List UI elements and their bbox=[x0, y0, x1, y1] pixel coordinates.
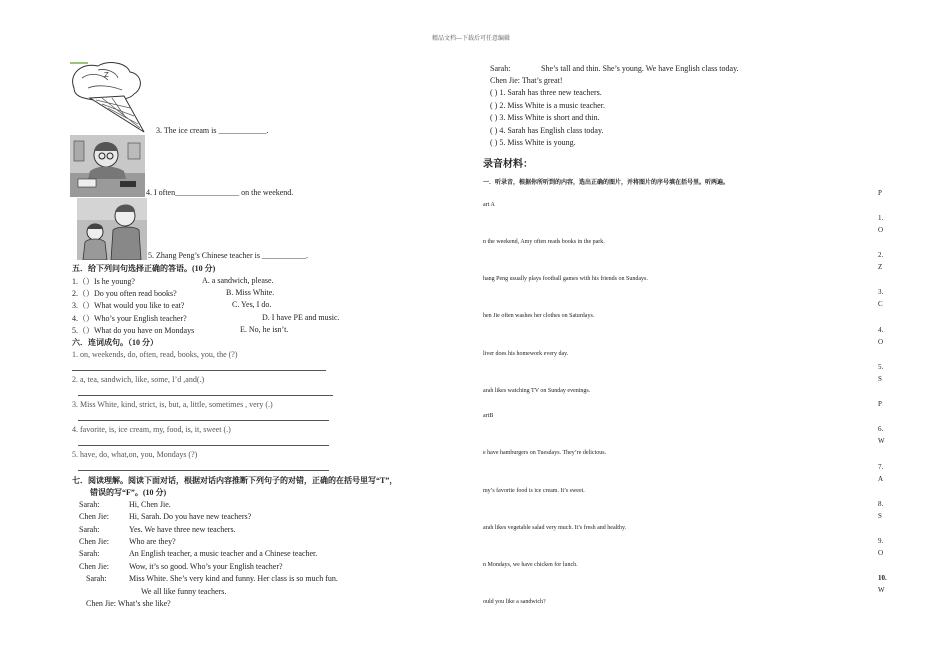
margin-letter: S bbox=[878, 512, 882, 520]
recording-line: n the weekend, Amy often reads books in the park. bbox=[483, 239, 605, 245]
dialogue-line: She’s tall and thin. She’s young. We have English class today. bbox=[541, 64, 739, 73]
margin-letter: P bbox=[878, 189, 882, 197]
word-order-item: 4. favorite, is, ice cream, my, food, is, it, sweet (.) bbox=[72, 425, 231, 434]
margin-number: 6. bbox=[878, 425, 884, 433]
margin-number: 7. bbox=[878, 463, 884, 471]
recording-line: arah likes watching TV on Sunday evenings. bbox=[483, 388, 591, 394]
recording-line: hen Jie often washes her clothes on Saturdays. bbox=[483, 313, 595, 319]
svg-text:Z: Z bbox=[104, 71, 109, 79]
dialogue-line: Who are they? bbox=[129, 537, 176, 546]
question-text: 5.（）What do you have on Mondays bbox=[72, 326, 195, 335]
question-text: 1.（）Is he young? bbox=[72, 277, 135, 286]
speaker: Sarah: bbox=[79, 549, 100, 558]
margin-number: 1. bbox=[878, 214, 884, 222]
margin-letter: Z bbox=[878, 263, 883, 271]
speaker: Chen Jie: bbox=[79, 562, 109, 571]
margin-letter: W bbox=[878, 586, 885, 594]
section-7-title: 七．阅读理解。阅读下面对话，根据对话内容推断下列句子的对错，正确的在括号里写“T”， bbox=[72, 476, 398, 485]
margin-letter: S bbox=[878, 375, 882, 383]
speaker: Chen Jie: bbox=[79, 537, 109, 546]
dialogue-line: Chen Jie: What’s she like? bbox=[86, 599, 171, 608]
recording-line: hang Peng usually plays football games with his friends on Sundays. bbox=[483, 276, 648, 282]
margin-number: 9. bbox=[878, 537, 884, 545]
speaker: Chen Jie: bbox=[79, 512, 109, 521]
answer-line bbox=[78, 470, 329, 471]
answer-line bbox=[78, 445, 329, 446]
margin-letter: O bbox=[878, 549, 884, 557]
dialogue-line: Wow, it’s so good. Who’s your English teacher? bbox=[129, 562, 283, 571]
true-false-item: ( ) 5. Miss White is young. bbox=[490, 138, 576, 147]
question-5: 5. Zhang Peng’s Chinese teacher is ___________. bbox=[148, 251, 308, 260]
section-6-title: 六．连词成句。（10 分） bbox=[72, 338, 158, 347]
dialogue-line: We all like funny teachers. bbox=[141, 587, 227, 596]
margin-number: 8. bbox=[878, 500, 884, 508]
speaker: Sarah: bbox=[79, 500, 100, 509]
margin-letter: C bbox=[878, 300, 883, 308]
speaker: Sarah: bbox=[79, 525, 100, 534]
recording-line: ould you like a sandwich? bbox=[483, 599, 546, 605]
recording-title: 录音材料： bbox=[483, 159, 533, 170]
answer-line bbox=[78, 420, 329, 421]
recording-line: my’s favorite food is ice cream. It’s sweet. bbox=[483, 488, 585, 494]
dialogue-line: Chen Jie: That’s great! bbox=[490, 76, 563, 85]
margin-number: 3. bbox=[878, 288, 884, 296]
margin-number: 10. bbox=[878, 574, 887, 582]
true-false-item: ( ) 3. Miss White is short and thin. bbox=[490, 113, 600, 122]
page-header: 精品文档---下载后可任意编辑 bbox=[432, 36, 510, 42]
speaker: Sarah: bbox=[86, 574, 107, 583]
word-order-item: 1. on, weekends, do, often, read, books, you, the (?) bbox=[72, 350, 238, 359]
answer-option: D. I have PE and music. bbox=[262, 313, 340, 322]
dialogue-line: An English teacher, a music teacher and a Chinese teacher. bbox=[129, 549, 318, 558]
recording-instructions: 一．听录音，根据你所听到的内容，选出正确的图片，并将图片的序号填在括号里。听两遍。 bbox=[483, 180, 730, 186]
answer-option: E. No, he isn’t. bbox=[240, 325, 289, 334]
homework-picture bbox=[70, 135, 145, 197]
recording-line: e have hamburgers on Tuesdays. They’re delicious. bbox=[483, 450, 607, 456]
recording-line: art A bbox=[483, 202, 495, 208]
margin-letter: O bbox=[878, 338, 884, 346]
teacher-picture bbox=[77, 198, 147, 260]
margin-letter: A bbox=[878, 475, 884, 483]
dialogue-line: Yes. We have three new teachers. bbox=[129, 525, 236, 534]
word-order-item: 5. have, do, what,on, you, Mondays (?) bbox=[72, 450, 198, 459]
question-text: 3.（）What would you like to eat? bbox=[72, 301, 185, 310]
speaker: Sarah: bbox=[490, 64, 511, 73]
margin-letter: W bbox=[878, 437, 885, 445]
true-false-item: ( ) 4. Sarah has English class today. bbox=[490, 126, 604, 135]
word-order-item: 3. Miss White, kind, strict, is, but, a, little, sometimes , very (.) bbox=[72, 400, 273, 409]
question-text: 2.（）Do you often read books? bbox=[72, 289, 177, 298]
dialogue-line: Hi, Chen Jie. bbox=[129, 500, 171, 509]
true-false-item: ( ) 2. Miss White is a music teacher. bbox=[490, 101, 605, 110]
ice-cream-picture bbox=[68, 60, 154, 134]
dialogue-line: Hi, Sarah. Do you have new teachers? bbox=[129, 512, 252, 521]
section-7-title-cont: 错误的写“F”。(10 分) bbox=[90, 488, 167, 497]
question-4: 4. I often________________ on the weekend. bbox=[146, 188, 294, 197]
answer-option: A. a sandwich, please. bbox=[202, 276, 274, 285]
margin-letter: O bbox=[878, 226, 884, 234]
question-3: 3. The ice cream is ____________. bbox=[156, 126, 269, 135]
margin-number: 2. bbox=[878, 251, 884, 259]
question-text: 4.（）Who’s your English teacher? bbox=[72, 314, 187, 323]
recording-line: n Mondays, we have chicken for lunch. bbox=[483, 562, 578, 568]
recording-line: arah likes vegetable salad very much. It’s fresh and healthy. bbox=[483, 525, 627, 531]
answer-option: B. Miss White. bbox=[226, 288, 275, 297]
word-order-item: 2. a, tea, sandwich, like, some, I’d ,and(.) bbox=[72, 375, 205, 384]
answer-line bbox=[72, 370, 326, 371]
recording-line: liver does his homework every day. bbox=[483, 351, 569, 357]
section-5-title: 五．给下列问句选择正确的答语。(10 分) bbox=[72, 264, 216, 273]
recording-line: artB bbox=[483, 413, 494, 419]
margin-letter: P bbox=[878, 400, 882, 408]
true-false-item: ( ) 1. Sarah has three new teachers. bbox=[490, 88, 602, 97]
margin-number: 5. bbox=[878, 363, 884, 371]
dialogue-line: Miss White. She’s very kind and funny. Her class is so much fun. bbox=[129, 574, 338, 583]
answer-option: C. Yes, I do. bbox=[232, 300, 272, 309]
margin-number: 4. bbox=[878, 326, 884, 334]
answer-line bbox=[78, 395, 333, 396]
